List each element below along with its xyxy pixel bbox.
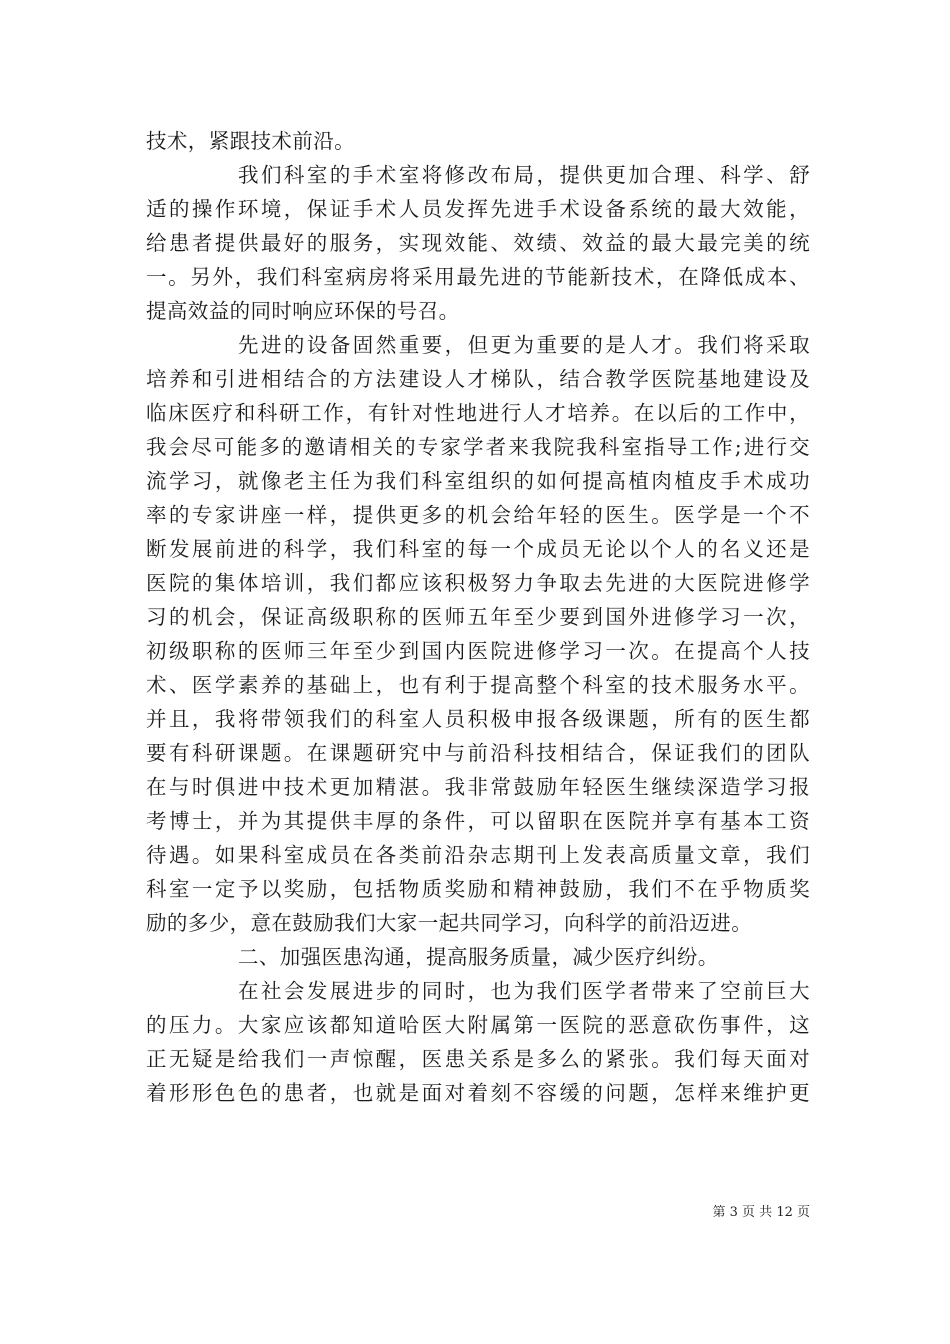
text-line: 我们科室的手术室将修改布局，提供更加合理、科学、舒 (238, 163, 810, 187)
text-line: 一。另外，我们科室病房将采用最先进的节能新技术，在降低成本、 (146, 265, 810, 289)
text-line: 术、医学素养的基础上，也有利于提高整个科室的技术服务水平。 (146, 673, 810, 697)
text-line: 的压力。大家应该都知道哈医大附属第一医院的恶意砍伤事件，这 (146, 1013, 810, 1037)
text-line: 提高效益的同时响应环保的号召。 (146, 299, 460, 323)
text-line: 培养和引进相结合的方法建设人才梯队，结合教学医院基地建设及 (146, 367, 810, 391)
text-line: 习的机会，保证高级职称的医师五年至少要到国外进修学习一次， (146, 605, 810, 629)
text-line: 率的专家讲座一样，提供更多的机会给年轻的医生。医学是一个不 (146, 503, 810, 527)
text-line: 着形形色色的患者，也就是面对着刻不容缓的问题，怎样来维护更 (146, 1081, 810, 1105)
text-line: 技术，紧跟技术前沿。 (146, 129, 355, 153)
page-number: 第 3 页 共 12 页 (712, 1205, 810, 1220)
text-line: 医院的集体培训，我们都应该积极努力争取去先进的大医院进修学 (146, 571, 810, 595)
text-line: 科室一定予以奖励，包括物质奖励和精神鼓励，我们不在乎物质奖 (146, 877, 810, 901)
text-line: 二、加强医患沟通，提高服务质量，减少医疗纠纷。 (238, 945, 719, 969)
text-line: 断发展前进的科学，我们科室的每一个成员无论以个人的名义还是 (146, 537, 810, 561)
text-line: 我会尽可能多的邀请相关的专家学者来我院我科室指导工作;进行交 (146, 435, 810, 459)
body-text (146, 124, 810, 1110)
text-line: 要有科研课题。在课题研究中与前沿科技相结合，保证我们的团队 (146, 741, 810, 765)
text-line: 在与时俱进中技术更加精湛。我非常鼓励年轻医生继续深造学习报 (146, 775, 810, 799)
text-line: 给患者提供最好的服务，实现效能、效绩、效益的最大最完美的统 (146, 231, 810, 255)
text-line: 励的多少，意在鼓励我们大家一起共同学习，向科学的前沿迈进。 (146, 911, 753, 935)
text-line: 正无疑是给我们一声惊醒，医患关系是多么的紧张。我们每天面对 (146, 1047, 810, 1071)
text-line: 在社会发展进步的同时，也为我们医学者带来了空前巨大 (238, 979, 810, 1003)
text-line: 先进的设备固然重要，但更为重要的是人才。我们将采取 (238, 333, 810, 357)
text-line: 适的操作环境，保证手术人员发挥先进手术设备系统的最大效能， (146, 197, 810, 221)
text-line: 初级职称的医师三年至少到国内医院进修学习一次。在提高个人技 (146, 639, 810, 663)
text-line: 流学习，就像老主任为我们科室组织的如何提高植肉植皮手术成功 (146, 469, 810, 493)
text-line: 待遇。如果科室成员在各类前沿杂志期刊上发表高质量文章，我们 (146, 843, 810, 867)
text-line: 考博士，并为其提供丰厚的条件，可以留职在医院并享有基本工资 (146, 809, 810, 833)
text-line: 并且，我将带领我们的科室人员积极申报各级课题，所有的医生都 (146, 707, 810, 731)
text-line: 临床医疗和科研工作，有针对性地进行人才培养。在以后的工作中， (146, 401, 810, 425)
